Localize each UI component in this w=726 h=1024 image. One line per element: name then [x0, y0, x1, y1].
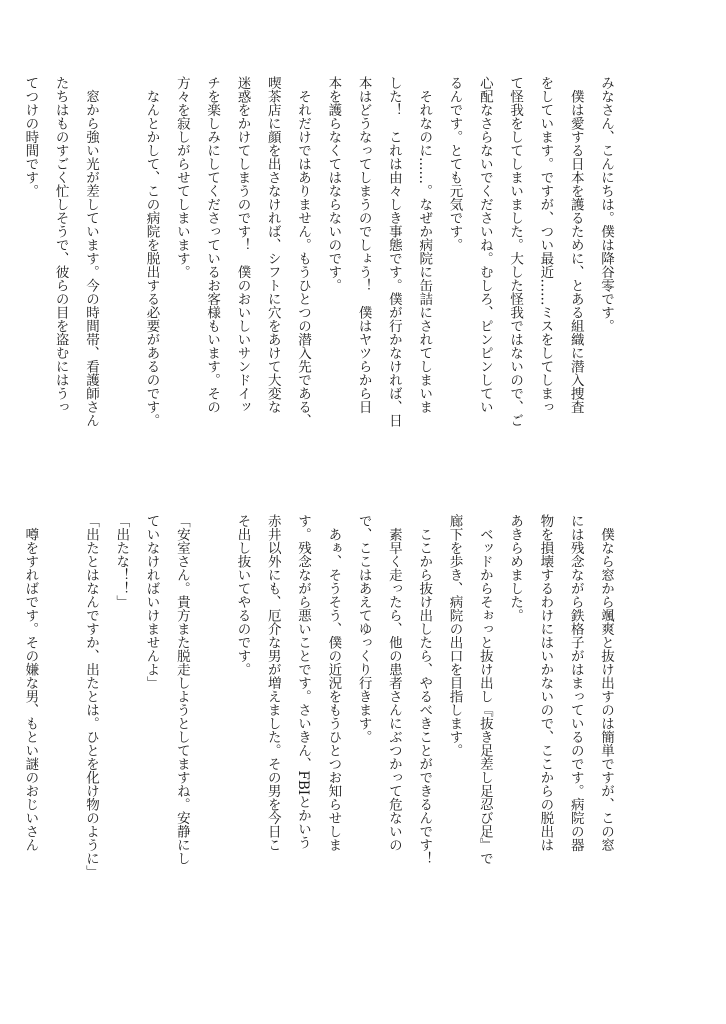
text-line: 廊下を歩き、病院の出口を目指します。 — [446, 514, 463, 757]
text-line: 本を護らなくてはならないのです。 — [325, 76, 342, 292]
blank-line — [45, 514, 75, 954]
upper-text-block — [22, 76, 621, 516]
text-line: たちはものすごく忙しそうで、彼らの目を盗むにはうっ — [52, 76, 69, 414]
text-line: 素早く走ったら、他の患者さんにぶつかって危ないの — [385, 514, 402, 852]
text-line: 「安室さん。貴方また脱走しようとしてますね。安静にし — [173, 514, 190, 865]
text-line: あぁ、そうそう、僕の近況をもうひとつお知らせしま — [325, 514, 342, 852]
text-line: には残念ながら鉄格子がはまっているのです。病院の器 — [567, 514, 584, 852]
blank-line — [197, 514, 227, 954]
text-line: 赤井以外にも、厄介な男が増えました。その男を今日こ — [264, 514, 281, 852]
text-line: てつけの時間です。 — [22, 76, 39, 198]
text-line: それだけではありません。もうひとつの潜入先である、 — [295, 76, 312, 427]
text-line: 本はどうなってしまうのでしょう！ 僕はヤツらから日 — [355, 76, 372, 414]
text-line: ベッドからそぉっと抜け出し『抜き足差し足忍び足』で — [476, 514, 493, 865]
text-line: それなのに……。なぜか病院に缶詰にされてしまいま — [416, 76, 433, 414]
text-line: 「出たとはなんですか、出たとは。ひとを化け物のように」 — [82, 514, 99, 879]
blank-line — [106, 76, 136, 516]
text-line: をしています。ですが、つい最近……ミスをしてしまっ — [537, 76, 554, 414]
text-line: 迷惑をかけてしまうのです！ 僕のおいしいサンドイッ — [234, 76, 251, 414]
text-line: 窓から強い光が差しています。今の時間帯、看護師さん — [82, 76, 99, 427]
text-line: あきらめました。 — [507, 514, 524, 622]
text-line: 噂をすればです。その嫌な男、もとい謎のおじいさん — [22, 514, 39, 852]
text-line: るんです。とても元気です。 — [446, 76, 463, 252]
lower-text-block — [22, 514, 621, 954]
text-line: ここから抜け出したら、やるべきことができるんです！ — [416, 514, 433, 865]
text-line: なんとかして、この病院を脱出する必要があるのです。 — [143, 76, 160, 427]
text-line: 僕は愛する日本を護るために、とある組織に潜入捜査 — [567, 76, 584, 414]
text-line: チを楽しみにしてくださっているお客様もいます。その — [204, 76, 221, 414]
text-line: で、ここはあえてゆっくり行きます。 — [355, 514, 372, 744]
text-line: 僕なら窓から颯爽と抜け出すのは簡単ですが、この窓 — [598, 514, 614, 852]
text-line: 方々を寂しがらせてしまいます。 — [173, 76, 190, 279]
text-line: みなさん、こんにちは。僕は降谷零です。 — [598, 76, 614, 333]
text-line: ていなければいけませんよ」 — [143, 514, 160, 690]
text-line: て怪我をしてしまいました。大した怪我ではないので、ご — [507, 76, 524, 427]
text-line: す。残念ながら悪いことです。さいきん、FBIとかいう — [295, 514, 312, 850]
text-line: した！ これは由々しき事態です。僕が行かなければ、日 — [385, 76, 402, 427]
text-line: 物を損壊するわけにはいかないので、ここからの脱出は — [537, 514, 554, 852]
text-line: 心配なさらないでくださいね。むしろ、ピンピンしてい — [476, 76, 493, 414]
text-line: 「出たな！！」 — [113, 514, 130, 609]
text-line: 喫茶店に顔を出さなければ、シフトに穴をあけて大変な — [264, 76, 281, 414]
text-line: そ出し抜いてやるのです。 — [234, 514, 251, 676]
